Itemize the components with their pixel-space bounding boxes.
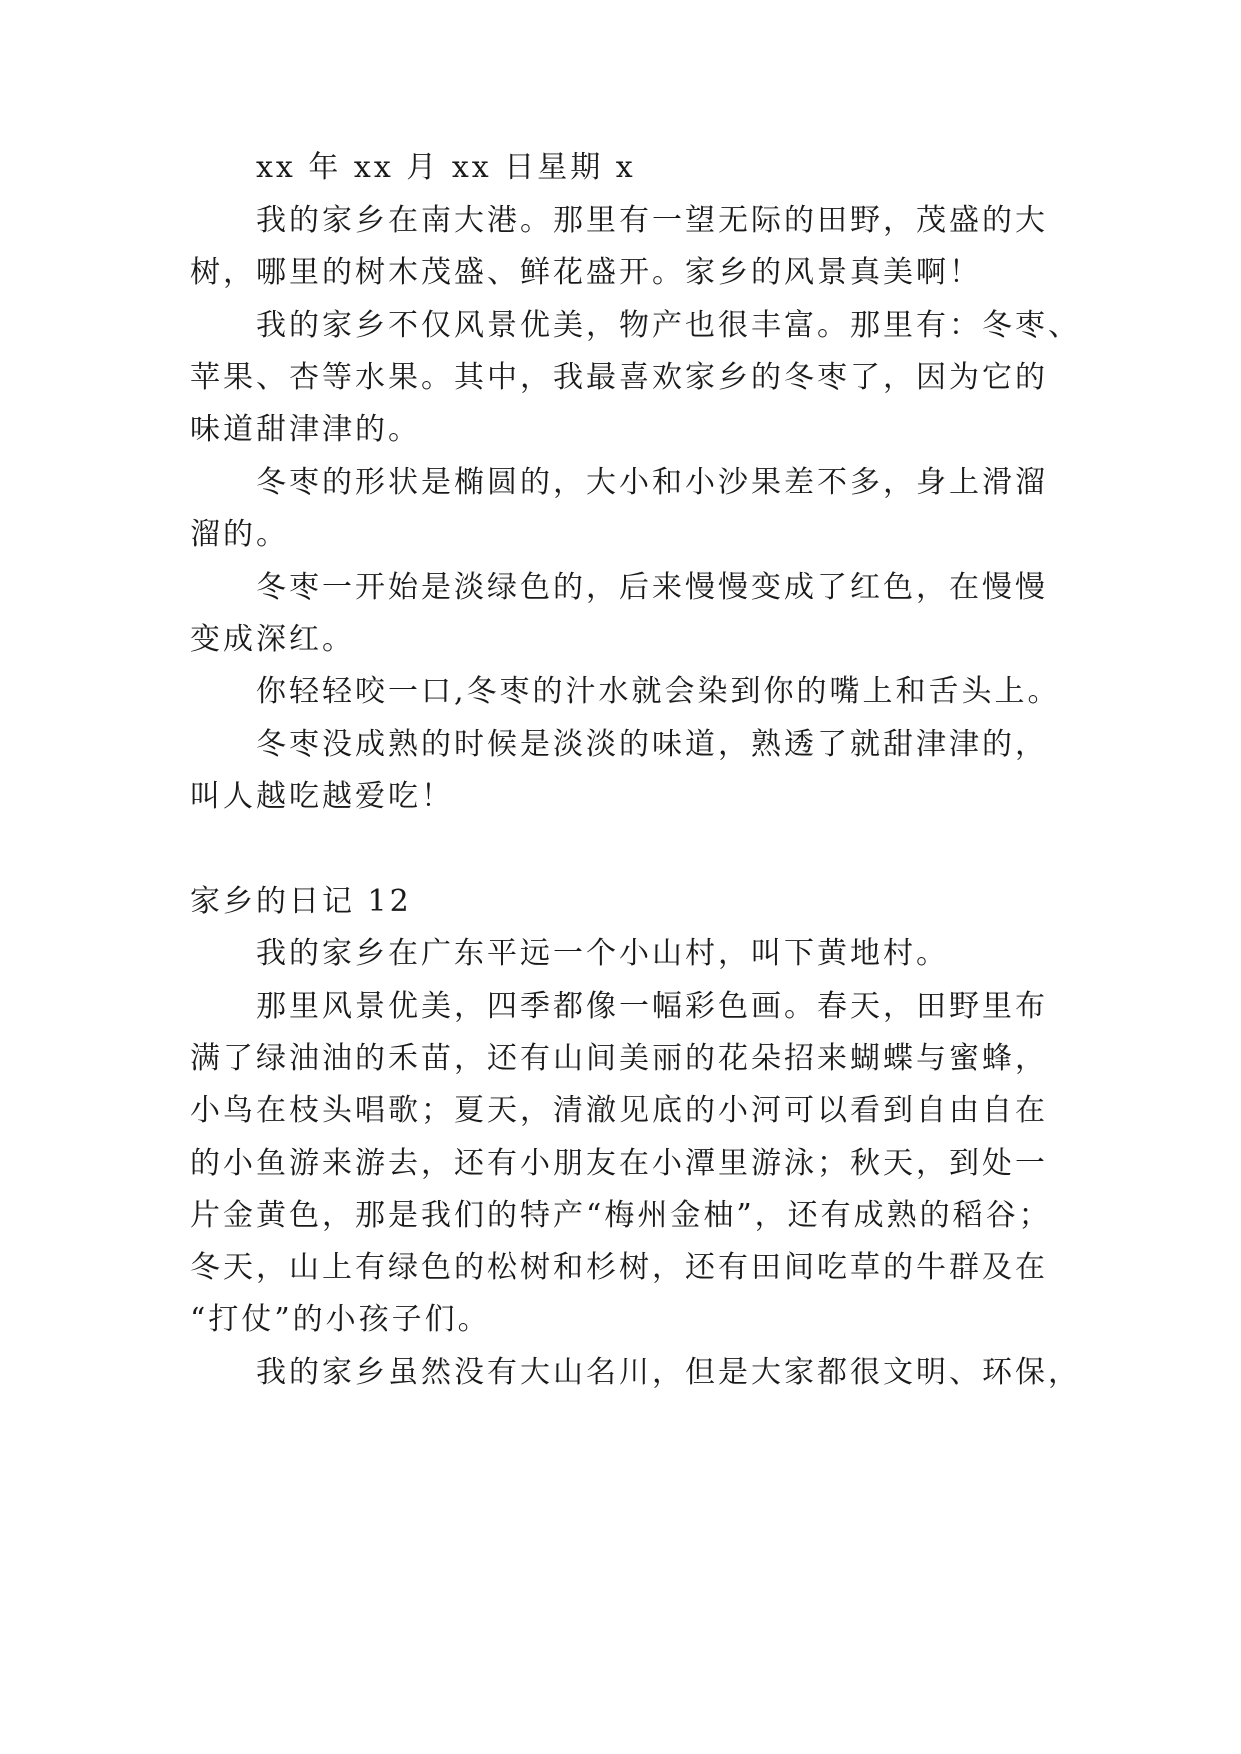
entry-date: xx 年 xx 月 xx 日星期 x: [256, 150, 636, 185]
paragraph-line: 满了绿油油的禾苗，还有山间美丽的花朵招来蝴蝶与蜜蜂，: [190, 1041, 1048, 1076]
paragraph-line: 我的家乡在南大港。那里有一望无际的田野，茂盛的大: [256, 203, 1048, 238]
paragraph-line: 叫人越吃越爱吃！: [190, 779, 454, 814]
paragraph-line: 我的家乡虽然没有大山名川，但是大家都很文明、环保，: [256, 1355, 1081, 1390]
paragraph-line: 冬枣的形状是椭圆的，大小和小沙果差不多，身上滑溜: [256, 465, 1048, 500]
paragraph-line: 小鸟在枝头唱歌；夏天，清澈见底的小河可以看到自由自在: [190, 1093, 1048, 1128]
paragraph-line: 变成深红。: [190, 622, 355, 657]
paragraph-line: 我的家乡不仅风景优美，物产也很丰富。那里有：冬枣、: [256, 308, 1081, 343]
paragraph-line: 我的家乡在广东平远一个小山村，叫下黄地村。: [256, 936, 949, 971]
paragraph-line: 冬天，山上有绿色的松树和杉树，还有田间吃草的牛群及在: [190, 1250, 1048, 1285]
paragraph-line: 树，哪里的树木茂盛、鲜花盛开。家乡的风景真美啊！: [190, 255, 982, 290]
paragraph-line: 溜的。: [190, 517, 289, 552]
paragraph-line: 冬枣没成熟的时候是淡淡的味道，熟透了就甜津津的，: [256, 727, 1048, 762]
entry-title: 家乡的日记 12: [190, 884, 412, 919]
paragraph-line: “打仗”的小孩子们。: [190, 1302, 491, 1337]
paragraph-line: 味道甜津津的。: [190, 412, 421, 447]
paragraph-line: 你轻轻咬一口,冬枣的汁水就会染到你的嘴上和舌头上。: [256, 674, 1061, 709]
paragraph-line: 那里风景优美，四季都像一幅彩色画。春天，田野里布: [256, 989, 1048, 1024]
paragraph-line: 片金黄色，那是我们的特产“梅州金柚”，还有成熟的稻谷；: [190, 1198, 1052, 1233]
paragraph-line: 冬枣一开始是淡绿色的，后来慢慢变成了红色，在慢慢: [256, 570, 1048, 605]
paragraph-line: 苹果、杏等水果。其中，我最喜欢家乡的冬枣了，因为它的: [190, 360, 1048, 395]
paragraph-line: 的小鱼游来游去，还有小朋友在小潭里游泳；秋天，到处一: [190, 1146, 1048, 1181]
